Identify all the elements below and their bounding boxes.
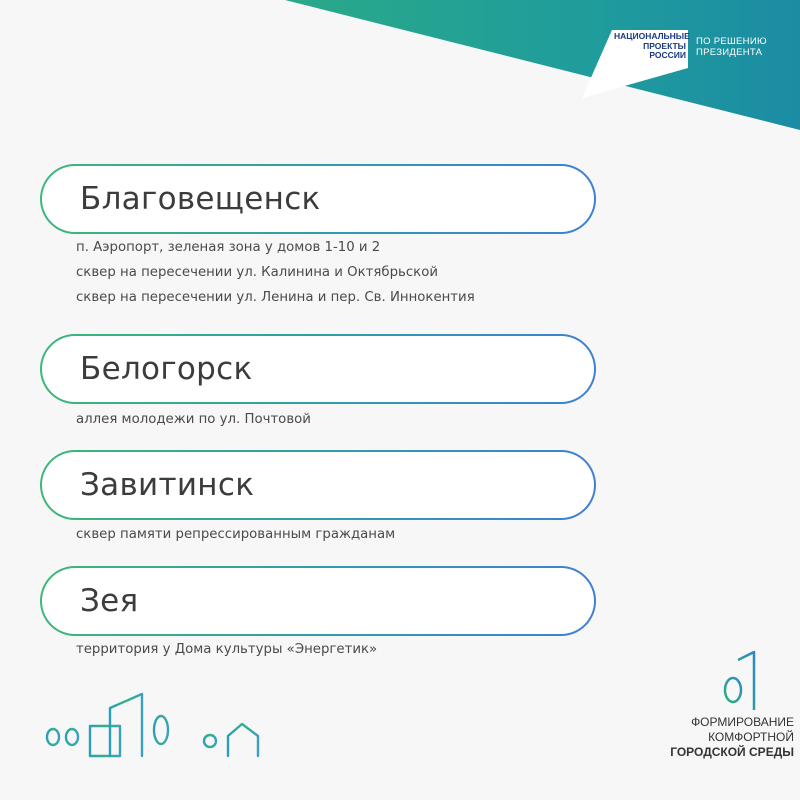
city-name: Белогорск (80, 351, 253, 387)
fks-line: ФОРМИРОВАНИЕ (691, 715, 794, 729)
place-item: сквер на пересечении ул. Калинина и Октябрьской (76, 265, 438, 280)
city-card-zeya (40, 566, 596, 636)
city-card-belogorsk (40, 334, 596, 404)
comfortable-city-logo-icon (718, 648, 758, 712)
header-banner (0, 0, 800, 135)
place-item: территория у Дома культуры «Энергетик» (76, 642, 378, 657)
program-line: РОССИИ (649, 50, 686, 60)
city-skyline-icon (40, 690, 270, 760)
city-card-zavitinsk (40, 450, 596, 520)
city-name: Благовещенск (80, 181, 321, 217)
subtitle-line: ПО РЕШЕНИЮ (696, 36, 767, 47)
fks-line: КОМФОРТНОЙ (708, 730, 794, 744)
program-line: НАЦИОНАЛЬНЫЕ (614, 31, 690, 41)
city-name: Зея (80, 583, 139, 619)
place-item: сквер на пересечении ул. Ленина и пер. Св. Иннокентия (76, 290, 475, 305)
place-item: п. Аэропорт, зеленая зона у домов 1-10 и 2 (76, 240, 381, 255)
city-name: Завитинск (80, 467, 255, 503)
fks-line: ГОРОДСКОЙ СРЕДЫ (670, 745, 794, 759)
subtitle-line: ПРЕЗИДЕНТА (696, 47, 763, 58)
city-card-blagoveshchensk (40, 164, 596, 234)
program-line: ПРОЕКТЫ (643, 40, 686, 51)
president-decision-caption (696, 36, 796, 58)
place-item: сквер памяти репрессированным гражданам (76, 527, 396, 542)
place-item: аллея молодежи по ул. Почтовой (76, 412, 311, 427)
comfortable-city-logo-text (644, 715, 794, 760)
national-projects-logo-text (614, 31, 690, 61)
